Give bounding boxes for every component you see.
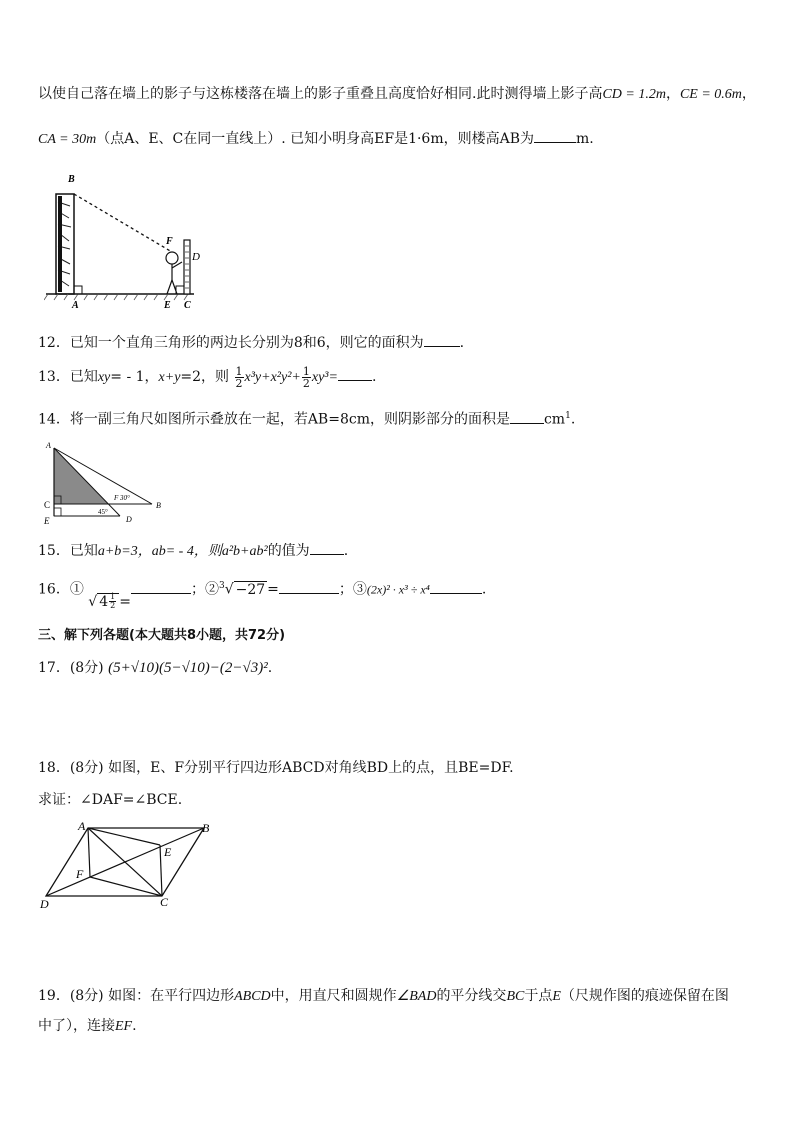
q11-line1	[38, 84, 756, 105]
radicand: −27	[235, 581, 266, 598]
answer-blank[interactable]	[510, 409, 544, 424]
label-45: 45°	[98, 508, 108, 516]
q19-ef: EF	[115, 1019, 133, 1034]
q13-xpy: x+y	[158, 370, 181, 385]
label-F-30: F 30°	[114, 494, 130, 502]
label-E: E	[44, 516, 50, 526]
q16-expr3: (2x)² · x³ ÷ x⁴	[366, 582, 430, 597]
q13	[38, 362, 376, 392]
label-B: B	[202, 821, 210, 835]
q11-text: 以使自己落在墙上的影子与这栋楼落在墙上的影子重叠且高度恰好相同.此时测得墙上影子高	[38, 86, 603, 102]
q15-tail: 的值为	[267, 543, 310, 559]
q11-building-figure	[44, 172, 214, 312]
label-F: F	[166, 236, 173, 247]
q18-line1: 18．(8分) 如图，E、F分别平行四边形ABCD对角线BD上的点，且BE=DF.	[38, 760, 514, 776]
q19-text: 的平分线交	[436, 988, 507, 1004]
label-D: D	[40, 897, 49, 911]
section-heading: 三、解下列各题(本大题共8小题，共72分)	[38, 628, 286, 643]
q16-circle2: ②	[204, 581, 219, 598]
answer-blank[interactable]	[279, 579, 339, 594]
label-D: D	[192, 251, 200, 263]
q19-text: 19．(8分) 如图：在平行四边形	[38, 988, 235, 1004]
q19-e: E	[552, 989, 561, 1004]
q11-ca: CA = 30m	[38, 132, 97, 147]
answer-blank[interactable]	[430, 579, 482, 594]
label-B: B	[68, 174, 75, 185]
q11-unit: m.	[576, 131, 594, 147]
comma: ，	[741, 86, 756, 102]
q12-text: 12．已知一个直角三角形的两边长分别为8和6，则它的面积为	[38, 335, 424, 351]
q18-line2: 求证：∠DAF=∠BCE.	[38, 792, 183, 808]
denominator: 2	[110, 601, 116, 611]
q18-parallelogram-figure	[38, 818, 218, 912]
right-angle-A	[74, 286, 82, 294]
q13-term1: x³y+x²y²+	[244, 370, 301, 385]
fraction	[109, 593, 116, 610]
q15-prefix: 15．已知	[38, 543, 98, 559]
answer-blank[interactable]	[338, 366, 372, 381]
q16-sqrt1: √ 4 $\frac{1}{2}$ =	[88, 592, 131, 611]
period: .	[481, 581, 487, 598]
semicolon: ；	[190, 581, 205, 598]
label-C: C	[44, 500, 51, 510]
numerator: 1	[235, 364, 243, 378]
q13-cond: =2，则	[180, 369, 230, 385]
answer-blank[interactable]	[534, 128, 576, 143]
q16: 16．① √ 4 $\frac{1}{2}$ =；②$^3$√ −27 = ；③(2x)² · x³ ÷ x⁴ .	[38, 572, 486, 608]
segment-AF	[88, 828, 90, 877]
fraction-half	[302, 366, 311, 389]
q19-line2	[38, 1016, 137, 1037]
person-arm	[172, 262, 182, 268]
q14-triangle-figure	[40, 438, 170, 528]
semicolon: ；	[338, 581, 353, 598]
q11-cd: CD = 1.2m	[602, 87, 666, 102]
equals: =	[119, 593, 131, 610]
right-angle-E	[54, 508, 61, 516]
q14	[38, 406, 575, 430]
denominator: 2	[302, 376, 310, 390]
q19-angle: ∠BAD	[396, 989, 437, 1004]
q16-circle3: ③	[352, 581, 367, 598]
q15	[38, 540, 348, 562]
period: .	[132, 1018, 137, 1034]
numerator: 1	[302, 364, 310, 378]
q13-cond: = - 1，	[110, 369, 159, 385]
q15-expr: a²b+ab²	[221, 544, 268, 559]
period: .	[570, 411, 576, 428]
q13-prefix: 13．已知	[38, 369, 98, 385]
q19-text: （尺规作图的痕迹保留在图	[560, 988, 729, 1004]
q13-term2: xy³=	[311, 370, 338, 385]
answer-blank[interactable]	[424, 332, 460, 347]
q19-line1	[38, 986, 729, 1007]
segment-CE	[160, 845, 162, 896]
segment-AE	[88, 828, 160, 845]
fraction-half	[235, 366, 244, 389]
q16-circle1: ①	[69, 581, 84, 598]
radicand: 4	[99, 593, 109, 610]
building-shade	[58, 196, 62, 292]
label-F: F	[76, 867, 84, 881]
q15-cond: a+b=3，ab= - 4，则	[97, 544, 222, 559]
label-E: E	[164, 845, 172, 859]
numerator: 1	[110, 592, 116, 602]
sight-line	[74, 194, 172, 252]
label-B: B	[156, 501, 161, 510]
wall-rect	[184, 240, 190, 294]
comma: ，	[665, 86, 680, 102]
q14-text: 14．将一副三角尺如图所示叠放在一起，若AB=8cm，则阴影部分的面积是	[38, 411, 510, 428]
q12	[38, 332, 464, 353]
root-index: 3	[218, 581, 225, 591]
label-C: C	[184, 300, 191, 311]
label-A: A	[46, 441, 51, 450]
q17-prefix: 17．(8分)	[38, 660, 104, 676]
q14-unit: cm	[543, 411, 566, 428]
answer-blank[interactable]	[310, 540, 344, 555]
q19-bc: BC	[506, 989, 525, 1004]
label-A: A	[78, 819, 86, 833]
q19-abcd: ABCD	[234, 989, 271, 1004]
period: .	[371, 369, 377, 385]
label-E: E	[164, 300, 171, 311]
q11-line2	[38, 128, 594, 150]
q17-expr: (5+√10)(5−√10)−(2−√3)²	[108, 660, 268, 676]
label-D: D	[126, 515, 132, 524]
period: .	[267, 660, 273, 676]
q19-text: 于点	[524, 988, 553, 1004]
denominator: 2	[235, 376, 243, 390]
person-leg	[167, 280, 172, 294]
q14-unit-sup: 1	[565, 411, 571, 421]
label-C: C	[160, 895, 169, 909]
period: .	[343, 543, 349, 559]
period: .	[459, 335, 465, 351]
q11-ce: CE = 0.6m	[679, 87, 742, 102]
q17	[38, 658, 272, 678]
equals: =	[267, 581, 279, 598]
q19-text: 中，用直尺和圆规作	[270, 988, 397, 1004]
answer-blank[interactable]	[131, 579, 191, 594]
q11-text2: （点A、E、C在同一直线上）. 已知小明身高EF是1·6m，则楼高AB为	[96, 131, 535, 147]
q16-num: 16．	[38, 581, 70, 598]
label-A: A	[72, 300, 79, 311]
q13-xy: xy	[97, 370, 111, 385]
person-head	[166, 252, 178, 264]
q19-text: 中了），连接	[38, 1018, 115, 1034]
